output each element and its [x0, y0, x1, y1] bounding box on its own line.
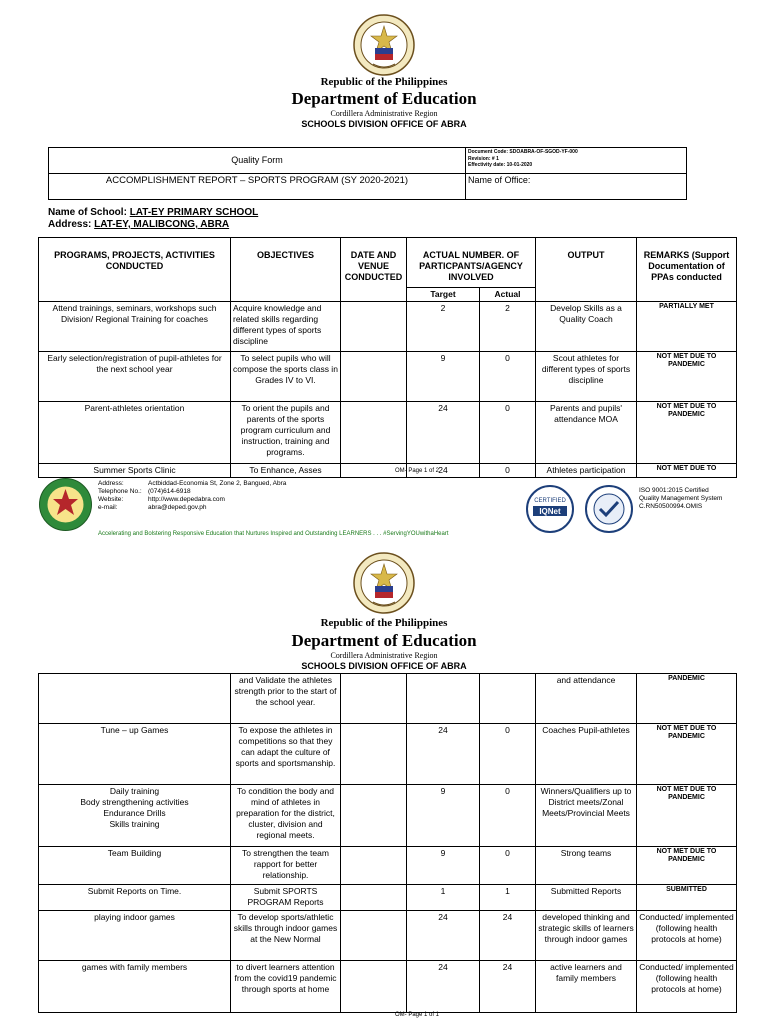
cell-ppa: Parent-athletes orientation [39, 402, 231, 464]
cell-objective: to divert learners attention from the covid19 pandemic through sports at home [231, 961, 341, 1013]
table-row [39, 302, 737, 352]
footer-email-label: e-mail: [98, 504, 118, 511]
deped-seal-icon [353, 552, 415, 614]
cell-objective: Acquire knowledge and related skills regarding different types of sports discipline [231, 302, 341, 352]
header-objectives: OBJECTIVES [231, 238, 341, 302]
cell-output: developed thinking and strategic skills of learners through indoor games [536, 911, 637, 961]
cell-ppa: games with family members [39, 961, 231, 1013]
table-row [39, 785, 737, 847]
cell-ppa: Submit Reports on Time. [39, 885, 231, 911]
cell-remarks: Conducted/ implemented (following health protocols at home) [637, 911, 737, 961]
cell-target: 24 [407, 724, 480, 785]
division-label-2: SCHOOLS DIVISION OFFICE OF ABRA [301, 661, 467, 671]
iqnet-certified-icon [521, 484, 579, 534]
cell-actual: 0 [480, 352, 536, 402]
table-row [39, 674, 737, 724]
cell-remarks: Conducted/ implemented (following health protocols at home) [637, 961, 737, 1013]
cell-actual: 0 [480, 402, 536, 464]
cell-output: Strong teams [536, 847, 637, 885]
footer-qms-label: Quality Management System [639, 495, 723, 502]
quality-form-table [48, 147, 687, 200]
cell-objective: To condition the body and mind of athletes in preparation for the district, cluster, division and regional meets. [231, 785, 341, 847]
table-row [39, 402, 737, 464]
table-row [39, 911, 737, 961]
footer-website-label: Website: [98, 496, 124, 503]
cell-ppa: Tune – up Games [39, 724, 231, 785]
republic-label: Republic of the Philippines [320, 76, 448, 88]
cell-output: Winners/Qualifiers up to District meets/Zonal Meets/Provincial Meets [536, 785, 637, 847]
cell-remarks: NOT MET DUE TO PANDEMIC [637, 402, 737, 464]
footer-tagline: Accelerating and Bolstering Responsive Education that Nurtures Inspired and Outstanding LEARNERS . . . #ServingYOUwithaHeart [98, 531, 449, 537]
cell-ppa: Early selection/registration of pupil-athletes for the next school year [39, 352, 231, 402]
cell-output: Parents and pupils' attendance MOA [536, 402, 637, 464]
deped-seal-icon [353, 14, 415, 76]
department-title: Department of Education [291, 89, 477, 108]
address-label: Address: [48, 219, 92, 230]
cell-date-venue [341, 785, 407, 847]
quality-form-label: Quality Form [49, 148, 466, 174]
division-label: SCHOOLS DIVISION OFFICE OF ABRA [301, 119, 467, 129]
accomplishment-table-page2 [38, 673, 737, 1013]
cell-ppa: Team Building [39, 847, 231, 885]
cell-ppa: Daily training Body strengthening activities Endurance Drills Skills training [39, 785, 231, 847]
cell-target: 24 [407, 911, 480, 961]
cell-date-venue [341, 674, 407, 724]
republic-label-2: Republic of the Philippines [320, 617, 448, 629]
footer-telephone-value: (074)614-6918 [148, 488, 191, 495]
cell-objective: To select pupils who will compose the sports class in Grades IV to VI. [231, 352, 341, 402]
page-marker-2: OM- Page 1 of 1 [395, 1012, 440, 1018]
cell-output: and attendance [536, 674, 637, 724]
table-row [39, 464, 737, 478]
cell-output: Submitted Reports [536, 885, 637, 911]
cell-ppa: Summer Sports Clinic [39, 464, 231, 478]
department-title-2: Department of Education [291, 631, 477, 650]
header-remarks: REMARKS (Support Documentation of PPAs conducted [637, 238, 737, 302]
cell-target: 9 [407, 785, 480, 847]
cell-date-venue [341, 847, 407, 885]
school-info [48, 207, 258, 231]
report-title: ACCOMPLISHMENT REPORT – SPORTS PROGRAM (SY 2020-2021) [49, 174, 466, 200]
page-marker: OM- Page 1 of 2 [395, 468, 440, 474]
header-ppa: PROGRAMS, PROJECTS, ACTIVITIES CONDUCTED [39, 238, 231, 302]
cell-actual: 24 [480, 961, 536, 1013]
cell-objective: To develop sports/athletic skills through indoor games at the New Normal [231, 911, 341, 961]
cell-remarks: PARTIALLY MET [637, 302, 737, 352]
cell-remarks: NOT MET DUE TO PANDEMIC [637, 724, 737, 785]
cell-remarks: NOT MET DUE TO PANDEMIC [637, 785, 737, 847]
cell-actual: 2 [480, 302, 536, 352]
document-code: Document Code: SDOABRA-OF-SGOD-YF-000 [468, 149, 578, 155]
cell-actual [480, 674, 536, 724]
cell-actual: 0 [480, 724, 536, 785]
cell-remarks: NOT MET DUE TO PANDEMIC [637, 847, 737, 885]
cell-objective: To strengthen the team rapport for better relationship. [231, 847, 341, 885]
badge-iqnet-text: IQNet [539, 507, 561, 516]
cell-remarks: PANDEMIC [637, 674, 737, 724]
table-row [39, 961, 737, 1013]
cell-target: 24 [407, 402, 480, 464]
footer-iso-label: ISO 9001:2015 Certified [639, 487, 709, 494]
cell-ppa: Attend trainings, seminars, workshops such Division/ Regional Training for coaches [39, 302, 231, 352]
cell-target: 9 [407, 847, 480, 885]
region-label: Cordillera Administrative Region [330, 109, 438, 118]
cell-date-venue [341, 302, 407, 352]
cell-target: 2 [407, 302, 480, 352]
cell-objective: Submit SPORTS PROGRAM Reports [231, 885, 341, 911]
footer-cert-label: C.RN50500994.OMIS [639, 503, 703, 510]
header-target: Target [407, 288, 480, 302]
division-logo-icon [38, 477, 93, 532]
cell-actual: 24 [480, 911, 536, 961]
region-label-2: Cordillera Administrative Region [330, 651, 438, 660]
cell-objective: To orient the pupils and parents of the sports program curriculum and instruction, training and programs. [231, 402, 341, 464]
badge-certified-text: CERTIFIED [534, 498, 566, 504]
table-row [39, 724, 737, 785]
cell-output: Develop Skills as a Quality Coach [536, 302, 637, 352]
cell-date-venue [341, 961, 407, 1013]
table-row [39, 352, 737, 402]
cell-date-venue [341, 352, 407, 402]
cell-remarks: NOT MET DUE TO PANDEMIC [637, 352, 737, 402]
cell-target: 24 [407, 961, 480, 1013]
cell-output: active learners and family members [536, 961, 637, 1013]
cell-ppa: playing indoor games [39, 911, 231, 961]
cell-date-venue [341, 911, 407, 961]
cell-actual: 0 [480, 785, 536, 847]
cell-actual: 0 [480, 847, 536, 885]
address-value: LAT-EY, MALIBCONG, ABRA [94, 219, 230, 230]
cell-objective: and Validate the athletes strength prior to the start of the school year. [231, 674, 341, 724]
effectivity-date: Effectivity date: 10-01-2020 [468, 162, 533, 168]
cell-output: Athletes participation [536, 464, 637, 478]
cell-objective: To Enhance, Asses [231, 464, 341, 478]
footer-contact [98, 480, 286, 512]
header-output: OUTPUT [536, 238, 637, 302]
school-name-label: Name of School: [48, 207, 127, 218]
table-row [39, 885, 737, 911]
accomplishment-table-page1 [38, 237, 737, 478]
cell-target: 9 [407, 352, 480, 402]
cell-output: Scout athletes for different types of sports discipline [536, 352, 637, 402]
cell-ppa [39, 674, 231, 724]
footer-website-value: http://www.depedabra.com [148, 496, 225, 503]
cell-target [407, 674, 480, 724]
school-name-value: LAT-EY PRIMARY SCHOOL [129, 207, 259, 218]
cell-objective: To expose the athletes in competitions so that they can adapt the culture of sports and sportsmanship. [231, 724, 341, 785]
cell-date-venue [341, 885, 407, 911]
footer-email-value: abra@deped.gov.ph [148, 504, 207, 511]
footer-address-value: Actbiddad-Economia St, Zone 2, Bangued, Abra [148, 480, 287, 487]
cell-output: Coaches Pupil-athletes [536, 724, 637, 785]
table-row [39, 847, 737, 885]
dqp-certification-icon [584, 484, 634, 534]
header-actual: ACTUAL NUMBER. OF PARTICPANTS/AGENCY INVOLVED [407, 238, 536, 288]
revision: Revision: # 1 [468, 155, 499, 162]
cell-date-venue [341, 402, 407, 464]
cell-date-venue [341, 724, 407, 785]
header-actual-sub: Actual [480, 288, 536, 302]
office-label: Name of Office: [466, 174, 687, 200]
cell-actual: 0 [480, 464, 536, 478]
cell-actual: 1 [480, 885, 536, 911]
cell-remarks: NOT MET DUE TO [637, 464, 737, 478]
footer-iso [639, 487, 722, 511]
cell-remarks: SUBMITTED [637, 885, 737, 911]
footer-telephone-label: Telephone No.: [98, 488, 142, 495]
header-date-venue: DATE AND VENUE CONDUCTED [341, 238, 407, 302]
cell-target: 1 [407, 885, 480, 911]
cell-target: 24 [407, 464, 480, 478]
footer-address-label: Address: [98, 480, 124, 487]
